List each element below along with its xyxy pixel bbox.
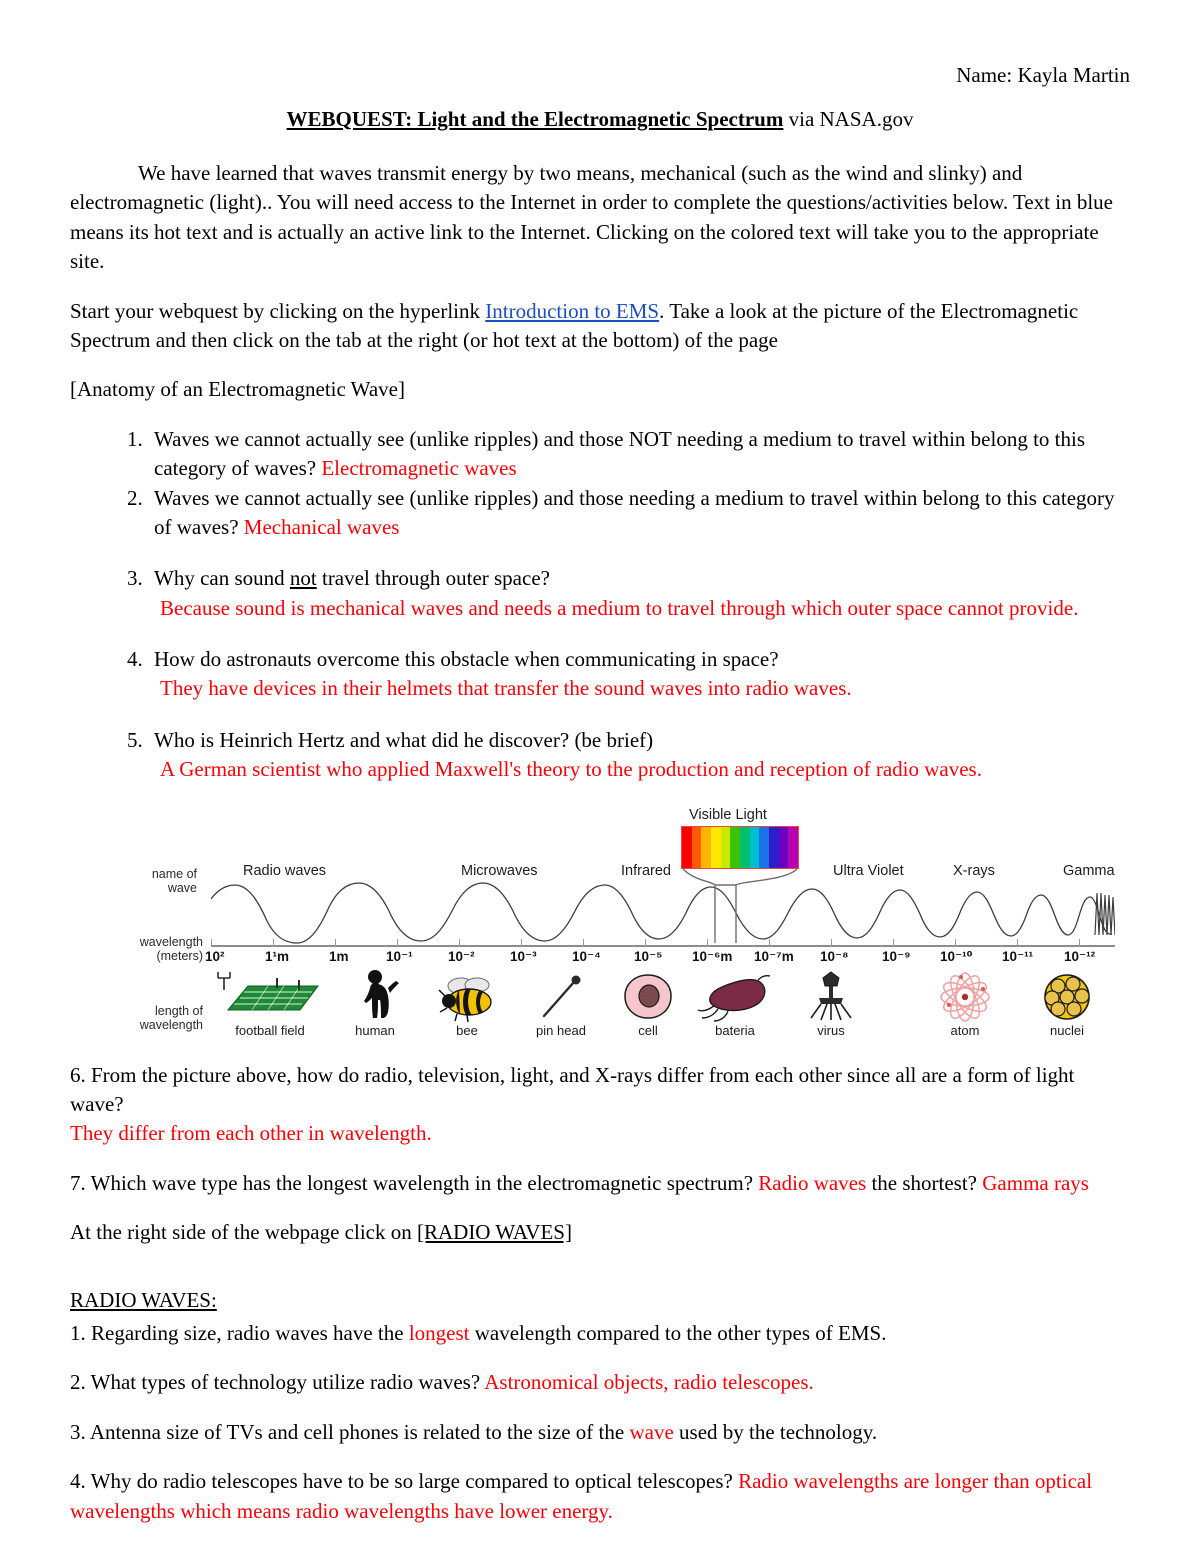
radio-q2-before: 2. What types of technology utilize radio waves? — [70, 1370, 485, 1395]
radio-a1: longest — [408, 1321, 470, 1345]
document-body — [70, 62, 1130, 1546]
question-1-text: Waves we cannot actually see (unlike ripples) and those NOT needing a medium to travel within belong to this category of waves? — [154, 426, 1086, 481]
scale-label-cell: cell — [638, 1022, 658, 1038]
tick-label-10: 10⁻⁸ — [820, 948, 849, 964]
pin-head-icon — [513, 970, 609, 1022]
click-instruction-text: At the right side of the webpage click on — [70, 1220, 417, 1245]
introduction-to-ems-link[interactable]: Introduction to EMS — [485, 298, 660, 323]
wave-label-microwaves: Microwaves — [461, 862, 538, 879]
nuclei-icon — [1019, 970, 1115, 1022]
radio-question-2 — [70, 1368, 1130, 1397]
tick-label-8: 10⁻⁶m — [692, 948, 733, 964]
question-2-text: Waves we cannot actually see (unlike ripples) and those needing a medium to travel within belong to this category of waves? — [154, 485, 1115, 539]
question-6 — [70, 1061, 1130, 1149]
question-item-3 — [148, 564, 1130, 623]
question-6-text: 6. From the picture above, how do radio, television, light, and X-rays differ from each other since all are a form of light wave? — [70, 1062, 1075, 1117]
wavelength-axis-ticks — [211, 939, 1115, 947]
question-item-1 — [148, 425, 1130, 484]
answer-7-shortest: Gamma rays — [982, 1170, 1089, 1195]
answer-2: Mechanical waves — [243, 514, 400, 539]
football-field-icon — [211, 970, 329, 1022]
wave-label-gamma: Gamma — [1063, 862, 1115, 879]
tick-label-9: 10⁻⁷m — [754, 948, 794, 964]
tick-label-14: 10⁻¹² — [1064, 948, 1096, 964]
radio-waves-tab-link[interactable]: [RADIO WAVES] — [416, 1220, 572, 1245]
radio-a3: wave — [629, 1419, 674, 1444]
scale-item-cell — [609, 970, 687, 1038]
question-item-4 — [148, 645, 1130, 704]
answer-6: They differ from each other in wavelength. — [70, 1121, 432, 1146]
atom-icon — [917, 970, 1013, 1022]
radio-question-3 — [70, 1418, 1130, 1447]
answer-4: They have devices in their helmets that transfer the sound waves into radio waves. — [160, 676, 852, 701]
waveform-curve — [211, 877, 1115, 947]
visible-light-spectrum-bar — [681, 826, 799, 869]
scale-label-bee: bee — [456, 1022, 478, 1038]
intro-paragraph: We have learned that waves transmit energy by two means, mechanical (such as the wind and slinky) and electromagnetic (light).. You will need access to the Internet in order to complete the questions/activities below. Text in blue means its hot text and is actually an active link to the Internet. Clicking on the colored text will take you to the appropriate site. — [70, 161, 1113, 274]
radio-waves-click-instruction — [70, 1218, 1130, 1247]
page-title-main: WEBQUEST: Light and the Electromagnetic Spectrum — [286, 106, 784, 131]
wave-label-ultraviolet: Ultra Violet — [833, 862, 904, 879]
anatomy-section-label: [Anatomy of an Electromagnetic Wave] — [70, 377, 405, 402]
tick-label-13: 10⁻¹¹ — [1002, 948, 1034, 964]
bee-icon — [421, 970, 513, 1022]
radio-q4-before: 4. Why do radio telescopes have to be so large compared to optical telescopes? — [70, 1469, 739, 1494]
radio-waves-heading — [70, 1286, 1130, 1315]
figure-label-name-of-wave: name of wave — [151, 866, 197, 896]
radio-waves-heading-text: RADIO WAVES: — [70, 1287, 217, 1312]
answer-3: Because sound is mechanical waves and needs a medium to travel through which outer space cannot provide. — [160, 595, 1079, 620]
radio-a2: Astronomical objects, radio telescopes. — [484, 1370, 814, 1395]
tick-label-11: 10⁻⁹ — [882, 948, 911, 964]
scale-reference-icon-row — [211, 970, 1115, 1048]
scale-label-human: human — [355, 1022, 395, 1038]
scale-item-football-field — [211, 970, 329, 1038]
question-4-text: How do astronauts overcome this obstacle when communicating in space? — [154, 647, 779, 672]
radio-q3-after: used by the technology. — [673, 1419, 878, 1444]
tick-label-12: 10⁻¹⁰ — [940, 948, 973, 964]
tick-label-1: 1¹m — [265, 948, 290, 964]
scale-item-human — [329, 970, 421, 1038]
scale-label-pin-head: pin head — [536, 1022, 586, 1038]
question-item-5 — [148, 726, 1130, 785]
radio-q3-before: 3. Antenna size of TVs and cell phones is related to the size of the — [70, 1419, 630, 1444]
webquest-start-paragraph — [70, 297, 1130, 356]
tick-label-7: 10⁻⁵ — [634, 948, 663, 964]
cell-icon — [609, 970, 687, 1022]
scale-label-football-field: football field — [235, 1022, 305, 1038]
tick-label-2: 1m — [329, 948, 349, 964]
electromagnetic-spectrum-figure — [125, 807, 1115, 1047]
question-list — [70, 425, 1130, 785]
wave-label-radio: Radio waves — [243, 862, 327, 879]
answer-5: A German scientist who applied Maxwell's theory to the production and reception of radio waves. — [160, 757, 982, 782]
scale-item-bacteria — [687, 970, 783, 1038]
scale-label-bacteria: bateria — [715, 1022, 755, 1038]
scale-item-nuclei — [1019, 970, 1115, 1038]
page-title — [70, 106, 1130, 133]
radio-question-1 — [70, 1319, 1130, 1348]
scale-label-nuclei: nuclei — [1050, 1022, 1084, 1038]
tick-label-5: 10⁻³ — [510, 948, 537, 964]
question-3-emphasis: not — [289, 566, 317, 591]
figure-label-length-of-wavelength: length of wavelength — [139, 1003, 203, 1033]
page-title-source: via NASA.gov — [783, 106, 914, 131]
radio-question-4 — [70, 1467, 1130, 1526]
question-7-part2: the shortest? — [866, 1170, 983, 1195]
tick-label-0: 10² — [205, 948, 225, 964]
scale-label-atom: atom — [950, 1022, 980, 1038]
scale-item-virus — [783, 970, 879, 1038]
question-7 — [70, 1169, 1130, 1198]
answer-7-longest: Radio waves — [758, 1170, 867, 1195]
webquest-start-text-before: Start your webquest by clicking on the hyperlink — [70, 298, 486, 323]
human-silhouette-icon — [329, 970, 421, 1022]
question-3-text-before: Why can sound — [154, 566, 290, 591]
virus-icon — [783, 970, 879, 1022]
scale-item-bee — [421, 970, 513, 1038]
tick-label-6: 10⁻⁴ — [572, 948, 601, 964]
radio-a4: Radio wavelengths are longer than optical wavelengths which means radio wavelengths have lower energy. — [70, 1469, 1093, 1523]
bacteria-icon — [687, 970, 783, 1022]
wave-label-xrays: X-rays — [953, 862, 995, 879]
question-7-part1: 7. Which wave type has the longest wavelength in the electromagnetic spectrum? — [70, 1170, 759, 1195]
scale-item-atom — [917, 970, 1013, 1038]
question-5-text: Who is Heinrich Hertz and what did he discover? (be brief) — [154, 727, 654, 752]
visible-light-title: Visible Light — [689, 806, 767, 823]
tick-label-3: 10⁻¹ — [386, 948, 413, 964]
student-name-line: Name: Kayla Martin — [956, 63, 1130, 87]
scale-label-virus: virus — [817, 1022, 845, 1038]
webquest-start-text-after: . Take a look at the picture of the Electromagnetic Spectrum and then click on the tab at the right (or hot text at the bottom) of the page — [70, 298, 1079, 352]
scale-item-pin-head — [513, 970, 609, 1038]
wave-label-infrared: Infrared — [621, 862, 671, 879]
question-item-2 — [148, 484, 1130, 543]
figure-label-wavelength: wavelength (meters) — [139, 934, 203, 964]
question-3-text-after: travel through outer space? — [316, 566, 550, 591]
radio-q1-before: 1. Regarding size, radio waves have the — [70, 1321, 409, 1345]
radio-q1-after: wavelength compared to the other types of EMS. — [469, 1321, 887, 1345]
tick-label-4: 10⁻² — [448, 948, 475, 964]
visible-light-funnel-lines — [681, 869, 801, 947]
answer-1: Electromagnetic waves — [321, 456, 517, 481]
